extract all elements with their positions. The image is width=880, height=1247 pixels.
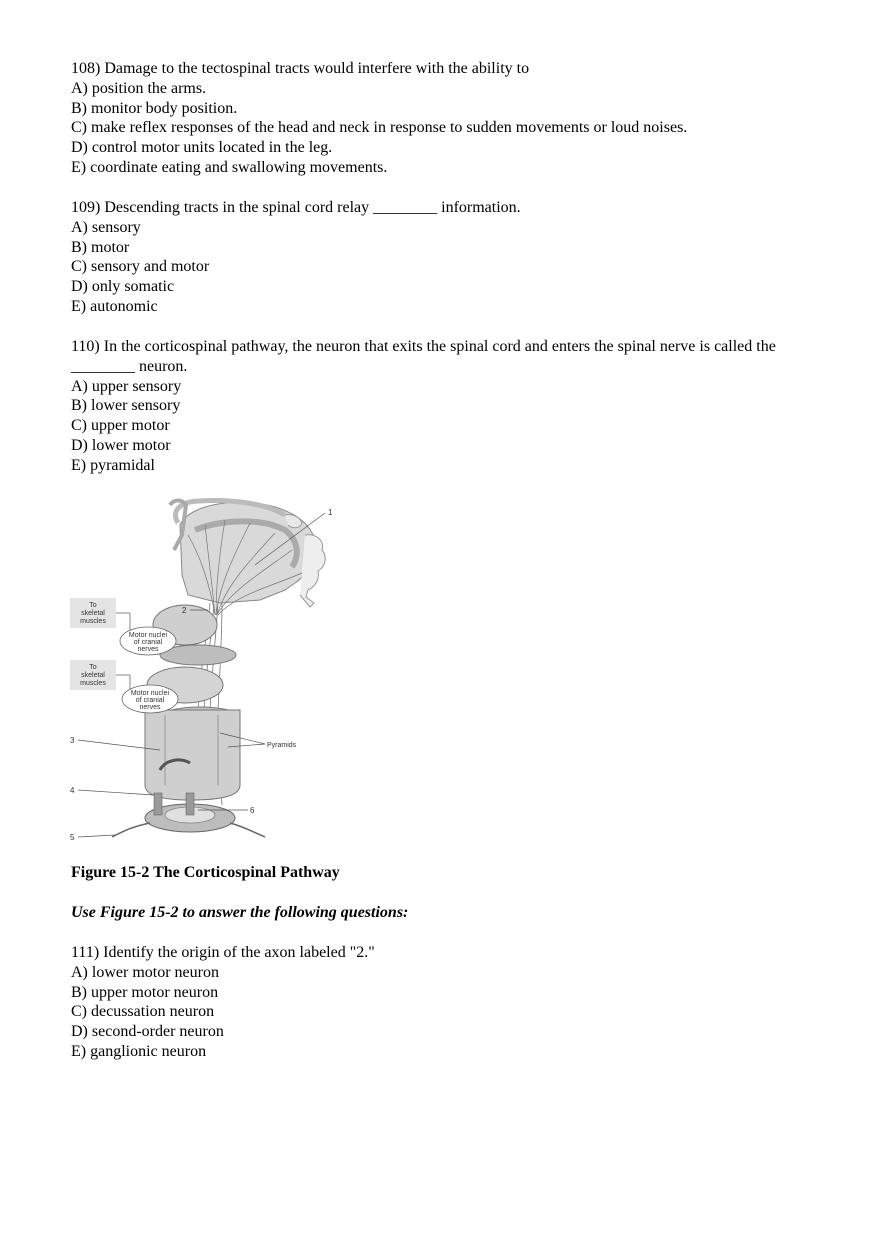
answer-option: E) pyramidal <box>71 456 155 474</box>
callout-number: 5 <box>70 833 75 842</box>
answer-option: E) ganglionic neuron <box>71 1042 207 1060</box>
spinal-cord-section <box>112 793 265 837</box>
corticospinal-pathway-figure <box>70 495 345 850</box>
to-skeletal-label: muscles <box>80 680 106 687</box>
answer-option: B) lower sensory <box>71 397 181 415</box>
to-skeletal-label: skeletal <box>81 672 105 679</box>
answer-option: A) sensory <box>71 218 141 236</box>
question-109 <box>71 198 791 317</box>
motor-nuclei-label: Motor nuclei <box>128 632 168 639</box>
answer-option: B) upper motor neuron <box>71 983 219 1001</box>
answer-option: C) upper motor <box>71 417 170 435</box>
figure-instruction: Use Figure 15-2 to answer the following questions: <box>71 904 409 921</box>
to-skeletal-label: skeletal <box>81 610 105 617</box>
question-110 <box>71 337 791 476</box>
answer-option: A) upper sensory <box>71 377 182 395</box>
question-111 <box>71 943 791 1062</box>
callout-number: 3 <box>70 736 75 745</box>
answer-option: A) lower motor neuron <box>71 963 219 981</box>
question-stem: 108) Damage to the tectospinal tracts would interfere with the ability to <box>71 60 530 77</box>
to-skeletal-label: To <box>89 664 97 671</box>
pyramids-label: Pyramids <box>267 742 297 749</box>
medulla-block <box>145 710 240 800</box>
answer-option: B) motor <box>71 238 130 256</box>
question-108 <box>71 59 791 178</box>
motor-nuclei-label: Motor nuclei <box>130 690 170 697</box>
question-stem: 109) Descending tracts in the spinal cord relay ________ information. <box>71 199 521 216</box>
motor-nuclei-label: nerves <box>139 704 161 711</box>
answer-option: D) only somatic <box>71 278 175 296</box>
to-skeletal-label: To <box>89 602 97 609</box>
callout-number: 2 <box>182 606 187 615</box>
answer-option: E) coordinate eating and swallowing movements. <box>71 158 388 176</box>
figure-caption: Figure 15-2 The Corticospinal Pathway <box>71 864 340 881</box>
motor-nuclei-label: of cranial <box>133 639 163 646</box>
motor-nuclei-label: nerves <box>137 646 159 653</box>
to-skeletal-label: muscles <box>80 618 106 625</box>
answer-option: C) make reflex responses of the head and neck in response to sudden movements or loud noises. <box>71 119 688 137</box>
brain-section <box>170 501 325 616</box>
answer-option: E) autonomic <box>71 297 158 315</box>
answer-option: C) sensory and motor <box>71 258 210 276</box>
callout-number: 6 <box>250 806 255 815</box>
callout-number: 4 <box>70 786 75 795</box>
question-stem: 111) Identify the origin of the axon labeled "2." <box>71 944 375 961</box>
pathway-diagram <box>70 495 345 850</box>
answer-option: A) position the arms. <box>71 79 207 97</box>
question-stem: 110) In the corticospinal pathway, the neuron that exits the spinal cord and enters the spinal nerve is called the ________ neuron. <box>71 338 776 375</box>
answer-option: D) second-order neuron <box>71 1023 224 1041</box>
answer-option: D) control motor units located in the leg. <box>71 139 333 157</box>
answer-option: D) lower motor <box>71 436 171 454</box>
answer-option: B) monitor body position. <box>71 99 238 117</box>
callout-number: 1 <box>328 508 333 517</box>
answer-option: C) decussation neuron <box>71 1003 215 1021</box>
motor-nuclei-label: of cranial <box>135 697 165 704</box>
